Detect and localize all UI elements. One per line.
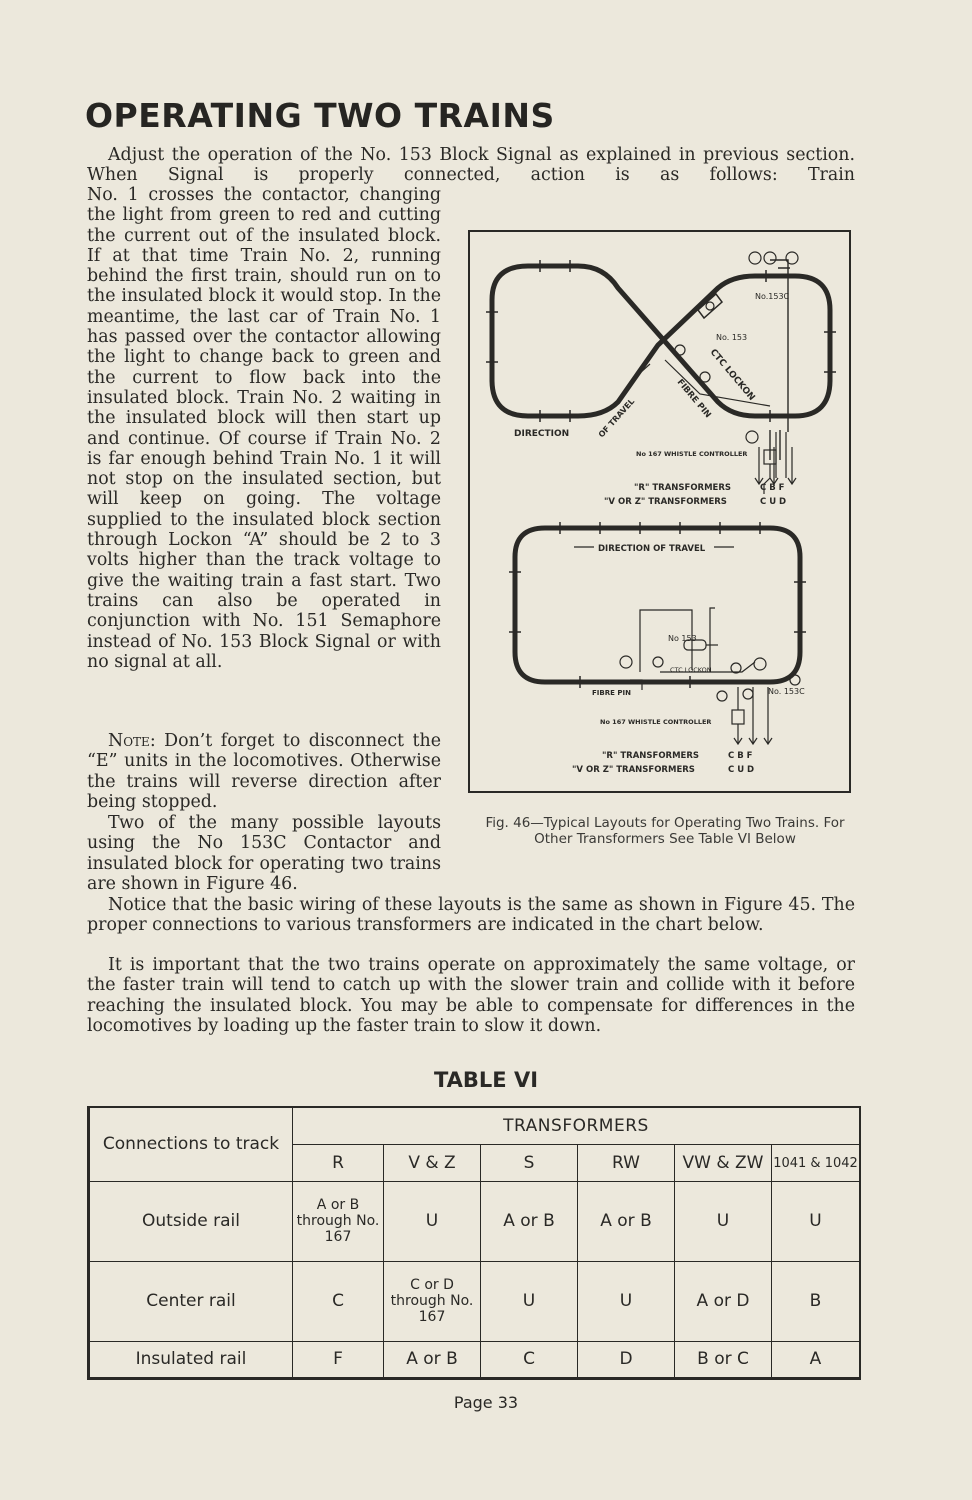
intro-paragraph: Adjust the operation of the No. 153 Block Signal as explained in previous section. When Signal is properly connected, action is as follows: Train (87, 145, 855, 186)
table-cell: C or D through No. 167 (384, 1261, 481, 1341)
col-header-s: S (481, 1145, 578, 1182)
table-row (89, 1182, 861, 1262)
no153-label-bottom: No 153 (668, 634, 697, 643)
ctc-lockon-label-top: CTC LOCKON (707, 347, 757, 403)
table-row (89, 1341, 861, 1378)
note-text: Don’t forget to disconnect the “E” units in the locomotives. Otherwise the trains will reverse direction after being stopped. (87, 731, 441, 812)
table-cell: U (578, 1261, 675, 1341)
col-header-rw: RW (578, 1145, 675, 1182)
controller-label-top: No 167 WHISTLE CONTROLLER (636, 450, 748, 458)
r-letters-top: C B F (760, 483, 785, 493)
figure-caption: Fig. 46—Typical Layouts for Operating Two Trains. For Other Transformers See Table VI Below (485, 815, 845, 847)
track-diagrams (470, 232, 853, 795)
transformer-connections-table (87, 1106, 861, 1380)
table-cell: A or B (384, 1341, 481, 1378)
of-travel-label-top: OF TRAVEL (596, 396, 637, 440)
col-header-1041-1042: 1041 & 1042 (772, 1145, 861, 1182)
left-column-paragraph: No. 1 crosses the contactor, changing the light from green to red and cutting the current out of the insulated block. If at that time Train No. 2, running behind the first train, should run on to the insulated block it would stop. In the meantime, the last car of Train No. 1 has passed over the contactor allowing the light to change back to green and the current to flow back into the insulated block. Train No. 2 waiting in the insulated block will then start up and continue. Of course if Train No. 2 is far enough behind Train No. 1 it will not stop on the insulated section, but will keep on going. The voltage supplied to the insulated block section through Lockon “A” should be 2 to 3 volts higher than the track voltage to give the waiting train a fast start. Two trains can also be operated in conjunction with No. 151 Semaphore instead of No. 153 Block Signal or with no signal at all. (87, 185, 441, 672)
no153c-label-bottom: No. 153C (768, 687, 805, 696)
table-cell: B or C (675, 1341, 772, 1378)
transformers-group-header: TRANSFORMERS (293, 1107, 861, 1145)
voz-transformers-label-bottom: "V OR Z" TRANSFORMERS (572, 765, 695, 775)
controller-label-bottom: No 167 WHISTLE CONTROLLER (600, 718, 712, 726)
direction-label-bottom: DIRECTION OF TRAVEL (598, 544, 706, 554)
row-label-insulated-rail: Insulated rail (89, 1341, 293, 1378)
r-transformers-label-bottom: "R" TRANSFORMERS (602, 751, 700, 761)
col-header-v-z: V & Z (384, 1145, 481, 1182)
col-header-vw-zw: VW & ZW (675, 1145, 772, 1182)
table-row (89, 1261, 861, 1341)
note-paragraph (87, 731, 441, 812)
fibre-pin-label-top: FIBRE PIN (674, 377, 713, 421)
page-title: OPERATING TWO TRAINS (85, 96, 555, 135)
table-cell: A or D (675, 1261, 772, 1341)
ctc-lockon-label-bottom: CTC LOCKON (670, 666, 712, 674)
oval-layout (509, 522, 806, 744)
table-cell: U (481, 1261, 578, 1341)
table-cell: U (384, 1182, 481, 1262)
table-corner-header: Connections to track (89, 1107, 293, 1182)
col-header-r: R (293, 1145, 384, 1182)
wiring-paragraph: Notice that the basic wiring of these layouts is the same as shown in Figure 45. The proper connections to various transformers are indicated in the chart below. (87, 895, 855, 936)
direction-label-top: DIRECTION (514, 429, 570, 439)
r-transformers-label-top: "R" TRANSFORMERS (634, 483, 732, 493)
figure-eight-track (492, 266, 830, 416)
no153c-label-top: No.153C (755, 292, 790, 301)
table-cell: A or B (481, 1182, 578, 1262)
table-cell: A (772, 1341, 861, 1378)
voz-letters-top: C U D (760, 497, 787, 507)
r-letters-bottom: C B F (728, 751, 753, 761)
table-cell: F (293, 1341, 384, 1378)
table-cell: U (772, 1182, 861, 1262)
table-cell: U (675, 1182, 772, 1262)
table-cell: D (578, 1341, 675, 1378)
table-cell: C (481, 1341, 578, 1378)
table-cell: C (293, 1261, 384, 1341)
figure-46-layouts (468, 230, 851, 793)
fibre-pin-label-bottom: FIBRE PIN (592, 689, 631, 697)
table-cell: A or B (578, 1182, 675, 1262)
row-label-outside-rail: Outside rail (89, 1182, 293, 1262)
layouts-paragraph: Two of the many possible layouts using the No 153C Contactor and insulated block for operating two trains are shown in Figure 46. (87, 813, 441, 894)
note-label: Note: (108, 731, 156, 751)
voz-transformers-label-top: "V OR Z" TRANSFORMERS (604, 497, 727, 507)
page-number: Page 33 (453, 1393, 519, 1412)
table-cell: B (772, 1261, 861, 1341)
voltage-paragraph: It is important that the two trains operate on approximately the same voltage, or the faster train will tend to catch up with the slower train and collide with it before reaching the insulated block. You may be able to compensate for differences in the locomotives by loading up the faster train to slow it down. (87, 955, 855, 1036)
table-cell: A or B through No. 167 (293, 1182, 384, 1262)
no153-label-top: No. 153 (716, 333, 748, 342)
voz-letters-bottom: C U D (728, 765, 755, 775)
table-title: TABLE VI (433, 1068, 539, 1092)
row-label-center-rail: Center rail (89, 1261, 293, 1341)
